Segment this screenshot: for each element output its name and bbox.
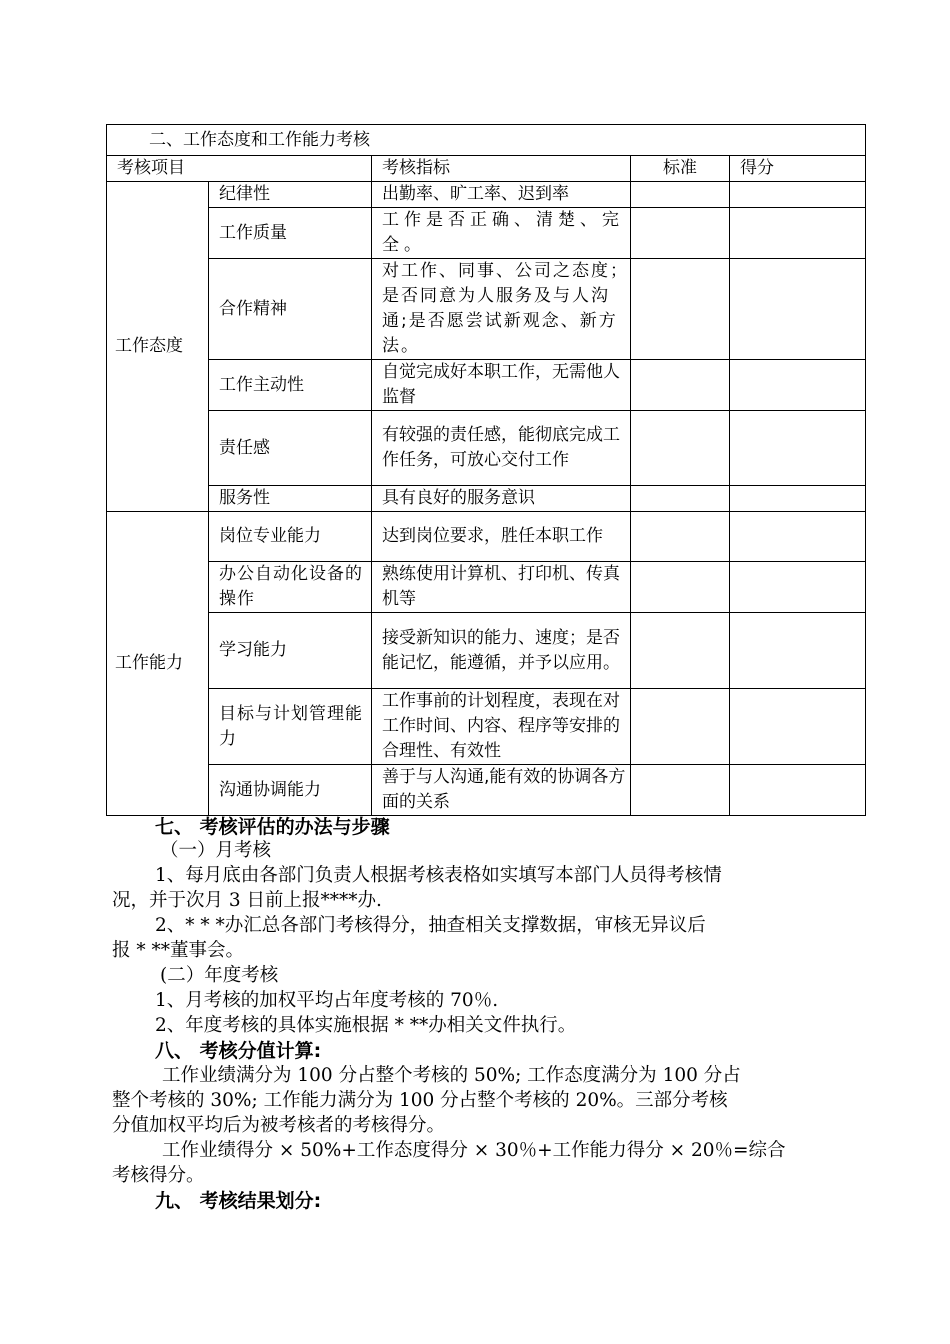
table-caption-row	[107, 125, 866, 156]
indicator-cell: 具有良好的服务意识	[372, 486, 631, 512]
standard-cell[interactable]	[631, 411, 730, 486]
score-formula-line-1: 工作业绩得分 × 50%+工作态度得分 × 30％+工作能力得分 × 20％=综合	[162, 1140, 786, 1161]
score-cell[interactable]	[730, 259, 866, 360]
indicator-cell: 接受新知识的能力、速度；是否能记忆，能遵循，并予以应用。	[372, 613, 631, 689]
indicator-cell: 有较强的责任感，能彻底完成工作任务，可放心交付工作	[372, 411, 631, 486]
monthly-paragraph-2-line-1: 2、* * *办汇总各部门考核得分，抽查相关支撑数据，审核无异议后	[155, 915, 706, 936]
section-9-heading: 九、 考核结果划分:	[155, 1190, 322, 1212]
item-cell: 服务性	[209, 486, 372, 512]
item-cell: 责任感	[209, 411, 372, 486]
table-row	[107, 208, 866, 259]
standard-cell[interactable]	[631, 562, 730, 613]
table-row	[107, 182, 866, 208]
score-paragraph-1-line-2: 整个考核的 30%; 工作能力满分为 100 分占整个考核的 20%。三部分考核	[112, 1090, 728, 1111]
monthly-paragraph-1-line-1: 1、每月底由各部门负责人根据考核表格如实填写本部门人员得考核情	[155, 865, 722, 886]
header-item: 考核项目	[107, 156, 372, 182]
score-cell[interactable]	[730, 182, 866, 208]
standard-cell[interactable]	[631, 689, 730, 765]
table-row	[107, 360, 866, 411]
standard-cell[interactable]	[631, 613, 730, 689]
table-header-row	[107, 156, 866, 182]
monthly-paragraph-2-line-2: 报 * **董事会。	[112, 940, 245, 961]
item-cell: 沟通协调能力	[209, 765, 372, 816]
item-cell: 目标与计划管理能力	[209, 689, 372, 765]
item-cell: 合作精神	[209, 259, 372, 360]
indicator-cell: 工作事前的计划程度，表现在对工作时间、内容、程序等安排的合理性、有效性	[372, 689, 631, 765]
standard-cell[interactable]	[631, 182, 730, 208]
score-formula-line-2: 考核得分。	[112, 1165, 205, 1186]
standard-cell[interactable]	[631, 512, 730, 562]
score-cell[interactable]	[730, 411, 866, 486]
section-7-heading: 七、 考核评估的办法与步骤	[155, 816, 390, 838]
table-row	[107, 689, 866, 765]
item-cell: 岗位专业能力	[209, 512, 372, 562]
header-indicator: 考核指标	[372, 156, 631, 182]
score-cell[interactable]	[730, 360, 866, 411]
score-paragraph-1-line-3: 分值加权平均后为被考核者的考核得分。	[112, 1115, 446, 1136]
header-standard: 标准	[631, 156, 730, 182]
annual-subtitle: (二）年度考核	[160, 965, 279, 986]
indicator-cell: 熟练使用计算机、打印机、传真机等	[372, 562, 631, 613]
section-8-heading: 八、 考核分值计算:	[155, 1040, 322, 1062]
table-row	[107, 613, 866, 689]
monthly-paragraph-1-line-2: 况，并于次月 3 日前上报****办.	[112, 890, 382, 911]
score-cell[interactable]	[730, 208, 866, 259]
score-cell[interactable]	[730, 613, 866, 689]
table-row	[107, 259, 866, 360]
monthly-subtitle: （一）月考核	[160, 840, 272, 861]
standard-cell[interactable]	[631, 486, 730, 512]
item-cell: 工作主动性	[209, 360, 372, 411]
table-caption: 二、工作态度和工作能力考核	[107, 125, 866, 156]
score-cell[interactable]	[730, 512, 866, 562]
annual-paragraph-2: 2、年度考核的具体实施根据 * **办相关文件执行。	[155, 1015, 577, 1036]
item-cell: 工作质量	[209, 208, 372, 259]
score-cell[interactable]	[730, 765, 866, 816]
indicator-cell: 达到岗位要求，胜任本职工作	[372, 512, 631, 562]
score-cell[interactable]	[730, 689, 866, 765]
score-paragraph-1-line-1: 工作业绩满分为 100 分占整个考核的 50%; 工作态度满分为 100 分占	[162, 1065, 741, 1086]
category-cell: 工作能力	[107, 512, 209, 816]
standard-cell[interactable]	[631, 259, 730, 360]
table-row	[107, 486, 866, 512]
score-cell[interactable]	[730, 486, 866, 512]
category-cell: 工作态度	[107, 182, 209, 512]
item-cell: 办公自动化设备的操作	[209, 562, 372, 613]
indicator-cell: 出勤率、旷工率、迟到率	[372, 182, 631, 208]
standard-cell[interactable]	[631, 208, 730, 259]
annual-paragraph-1: 1、月考核的加权平均占年度考核的 70％.	[155, 990, 499, 1011]
table-row	[107, 512, 866, 562]
header-score: 得分	[730, 156, 866, 182]
indicator-cell: 善于与人沟通,能有效的协调各方面的关系	[372, 765, 631, 816]
item-cell: 学习能力	[209, 613, 372, 689]
table-row	[107, 765, 866, 816]
standard-cell[interactable]	[631, 765, 730, 816]
item-cell: 纪律性	[209, 182, 372, 208]
table-row	[107, 562, 866, 613]
score-cell[interactable]	[730, 562, 866, 613]
standard-cell[interactable]	[631, 360, 730, 411]
indicator-cell: 对工作、同事、公司之态度；是否同意为人服务及与人沟通;是否愿尝试新观念、新方法。	[372, 259, 631, 360]
indicator-cell: 工作是否正确、清楚、完全。	[372, 208, 631, 259]
table-row	[107, 411, 866, 486]
indicator-cell: 自觉完成好本职工作，无需他人监督	[372, 360, 631, 411]
evaluation-table	[106, 124, 866, 816]
